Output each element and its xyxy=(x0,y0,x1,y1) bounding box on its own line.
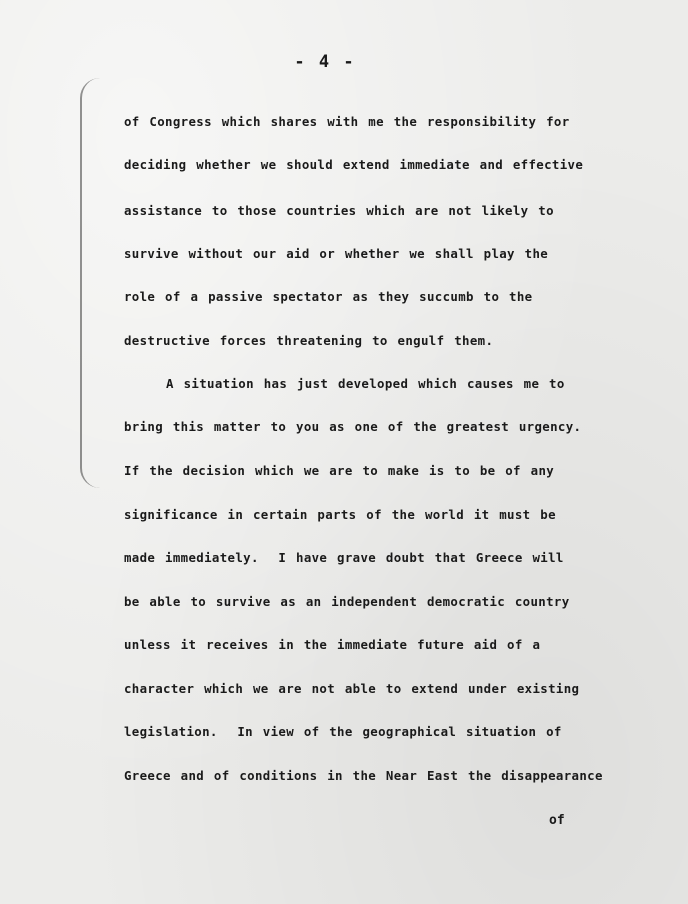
text-line-3: assistance to those countries which are not likely to xyxy=(124,203,554,218)
text-line-14: character which we are not able to extend under existing xyxy=(124,681,580,696)
text-line-12: be able to survive as an independent democratic country xyxy=(124,594,570,609)
catchword: of xyxy=(549,813,565,828)
text-line-13: unless it receives in the immediate future aid of a xyxy=(124,637,541,652)
text-line-15: legislation. In view of the geographical situation of xyxy=(124,724,562,739)
text-line-4: survive without our aid or whether we shall play the xyxy=(124,246,549,261)
text-line-11: made immediately. I have grave doubt that Greece will xyxy=(124,550,564,565)
text-line-10: significance in certain parts of the world it must be xyxy=(124,507,556,522)
text-line-1: of Congress which shares with me the responsibility for xyxy=(124,114,570,129)
text-line-5: role of a passive spectator as they succumb to the xyxy=(124,289,533,304)
text-line-8: bring this matter to you as one of the greatest urgency. xyxy=(124,419,582,434)
text-line-2: deciding whether we should extend immediate and effective xyxy=(124,157,584,172)
text-line-9: If the decision which we are to make is to be of any xyxy=(124,463,555,478)
page-number: - 4 - xyxy=(294,52,356,72)
margin-bracket-mark xyxy=(80,78,100,488)
text-line-16: Greece and of conditions in the Near East the disappearance xyxy=(124,768,603,783)
text-line-7: A situation has just developed which causes me to xyxy=(166,376,565,391)
text-line-6: destructive forces threatening to engulf them. xyxy=(124,333,494,348)
